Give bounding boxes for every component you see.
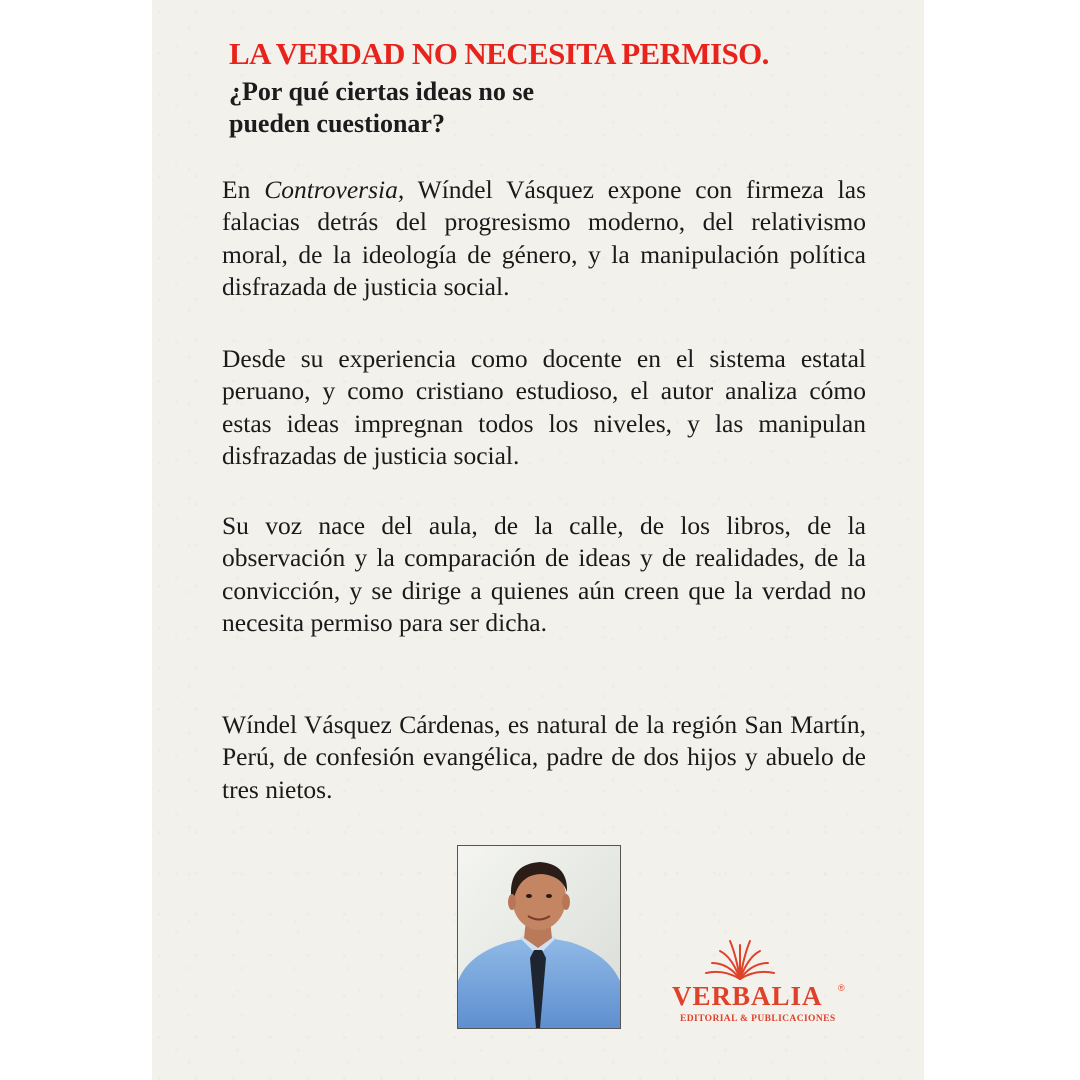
- author-portrait-illustration: [458, 846, 620, 1028]
- paragraph-intro-lead: En: [222, 175, 251, 204]
- publisher-logo: [660, 935, 860, 1035]
- headline: LA VERDAD NO NECESITA PERMISO.: [229, 36, 769, 71]
- paragraph-experience: Desde su experiencia como docente en el sistema estatal peruano, y como cristiano estudioso, el autor analiza cómo estas ideas impregnan todos los niveles, y las manipulan disfrazadas de justicia social.: [222, 344, 866, 471]
- author-photo: [457, 845, 621, 1029]
- subheadline: [229, 76, 534, 140]
- open-book-icon: [700, 935, 780, 983]
- book-title: Controversia,: [264, 175, 405, 204]
- author-bio: Wíndel Vásquez Cárdenas, es natural de la región San Martín, Perú, de confesión evangélica, padre de dos hijos y abuelo de tres nietos.: [222, 710, 866, 804]
- paragraph-intro: [222, 174, 866, 304]
- registered-mark: ®: [838, 983, 845, 993]
- subheadline-line-1: ¿Por qué ciertas ideas no se: [229, 77, 534, 106]
- publisher-tagline: EDITORIAL & PUBLICACIONES: [680, 1014, 836, 1024]
- subheadline-line-2: pueden cuestionar?: [229, 109, 445, 138]
- paragraph-intro-rest: Wíndel Vásquez expone con firmeza las falacias detrás del progresismo moderno, del relativismo moral, de la ideología de género, y la manipulación política disfrazada de justicia social.: [222, 175, 867, 302]
- publisher-name: VERBALIA: [672, 981, 823, 1011]
- paragraph-voice: Su voz nace del aula, de la calle, de los libros, de la observación y la comparación de ideas y de realidades, de la convicción, y se dirige a quienes aún creen que la verdad no necesita permiso para ser dicha.: [222, 511, 866, 638]
